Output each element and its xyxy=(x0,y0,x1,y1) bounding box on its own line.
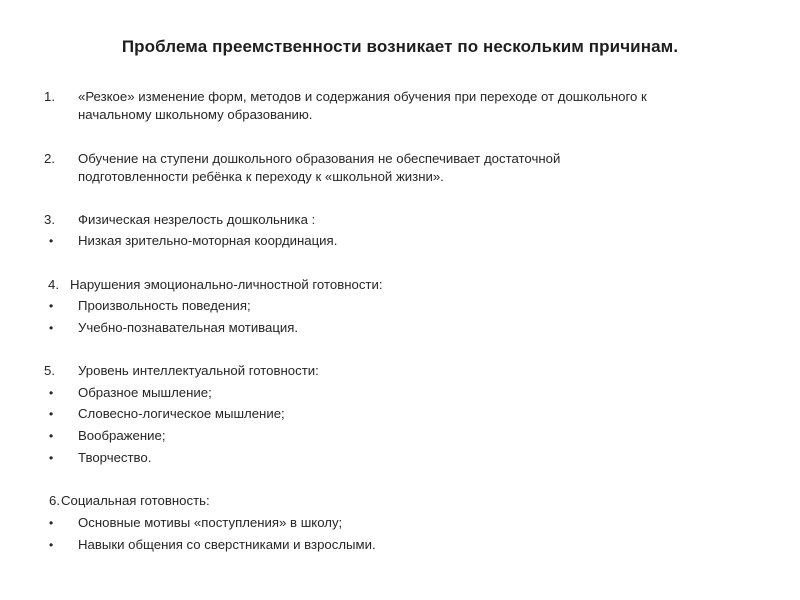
list-item-text: начальному школьному образованию. xyxy=(78,107,313,122)
bullet-icon: • xyxy=(49,407,54,421)
bullet-icon: • xyxy=(49,429,54,443)
bullet-item-text: Основные мотивы «поступления» в школу; xyxy=(78,515,343,530)
bullet-item-text: Произвольность поведения; xyxy=(78,298,251,313)
bullet-item-text: Учебно-познавательная мотивация. xyxy=(78,320,299,335)
bullet-item-text: Творчество. xyxy=(78,450,152,465)
bullet-item-text: Навыки общения со сверстниками и взрослыми. xyxy=(78,537,376,552)
bullet-item-text: Образное мышление; xyxy=(78,385,212,400)
list-number: 4. xyxy=(48,277,59,292)
list-number: 1. xyxy=(44,89,55,104)
bullet-icon: • xyxy=(49,386,54,400)
bullet-icon: • xyxy=(49,321,54,335)
bullet-icon: • xyxy=(49,234,54,248)
list-number: 2. xyxy=(44,151,55,166)
list-item-text: Физическая незрелость дошкольника : xyxy=(78,212,316,227)
bullet-item-text: Низкая зрительно-моторная координация. xyxy=(78,233,338,248)
list-item-text: Социальная готовность: xyxy=(61,493,210,508)
list-item-text: Обучение на ступени дошкольного образования не обеспечивает достаточной xyxy=(78,151,561,166)
bullet-icon: • xyxy=(49,516,54,530)
bullet-icon: • xyxy=(49,538,54,552)
list-item-text: подготовленности ребёнка к переходу к «школьной жизни». xyxy=(78,169,444,184)
list-item-text: «Резкое» изменение форм, методов и содержания обучения при переходе от дошкольного к xyxy=(78,89,647,104)
list-item-text: Нарушения эмоционально-личностной готовности: xyxy=(70,277,383,292)
bullet-item-text: Воображение; xyxy=(78,428,166,443)
list-number: 6. xyxy=(49,493,60,508)
slide-title: Проблема преемственности возникает по нескольким причинам. xyxy=(121,37,679,56)
list-item-text: Уровень интеллектуальной готовности: xyxy=(78,363,319,378)
list-number: 3. xyxy=(44,212,55,227)
bullet-icon: • xyxy=(49,451,54,465)
bullet-icon: • xyxy=(49,299,54,313)
list-number: 5. xyxy=(44,363,55,378)
bullet-item-text: Словесно-логическое мышление; xyxy=(78,406,285,421)
